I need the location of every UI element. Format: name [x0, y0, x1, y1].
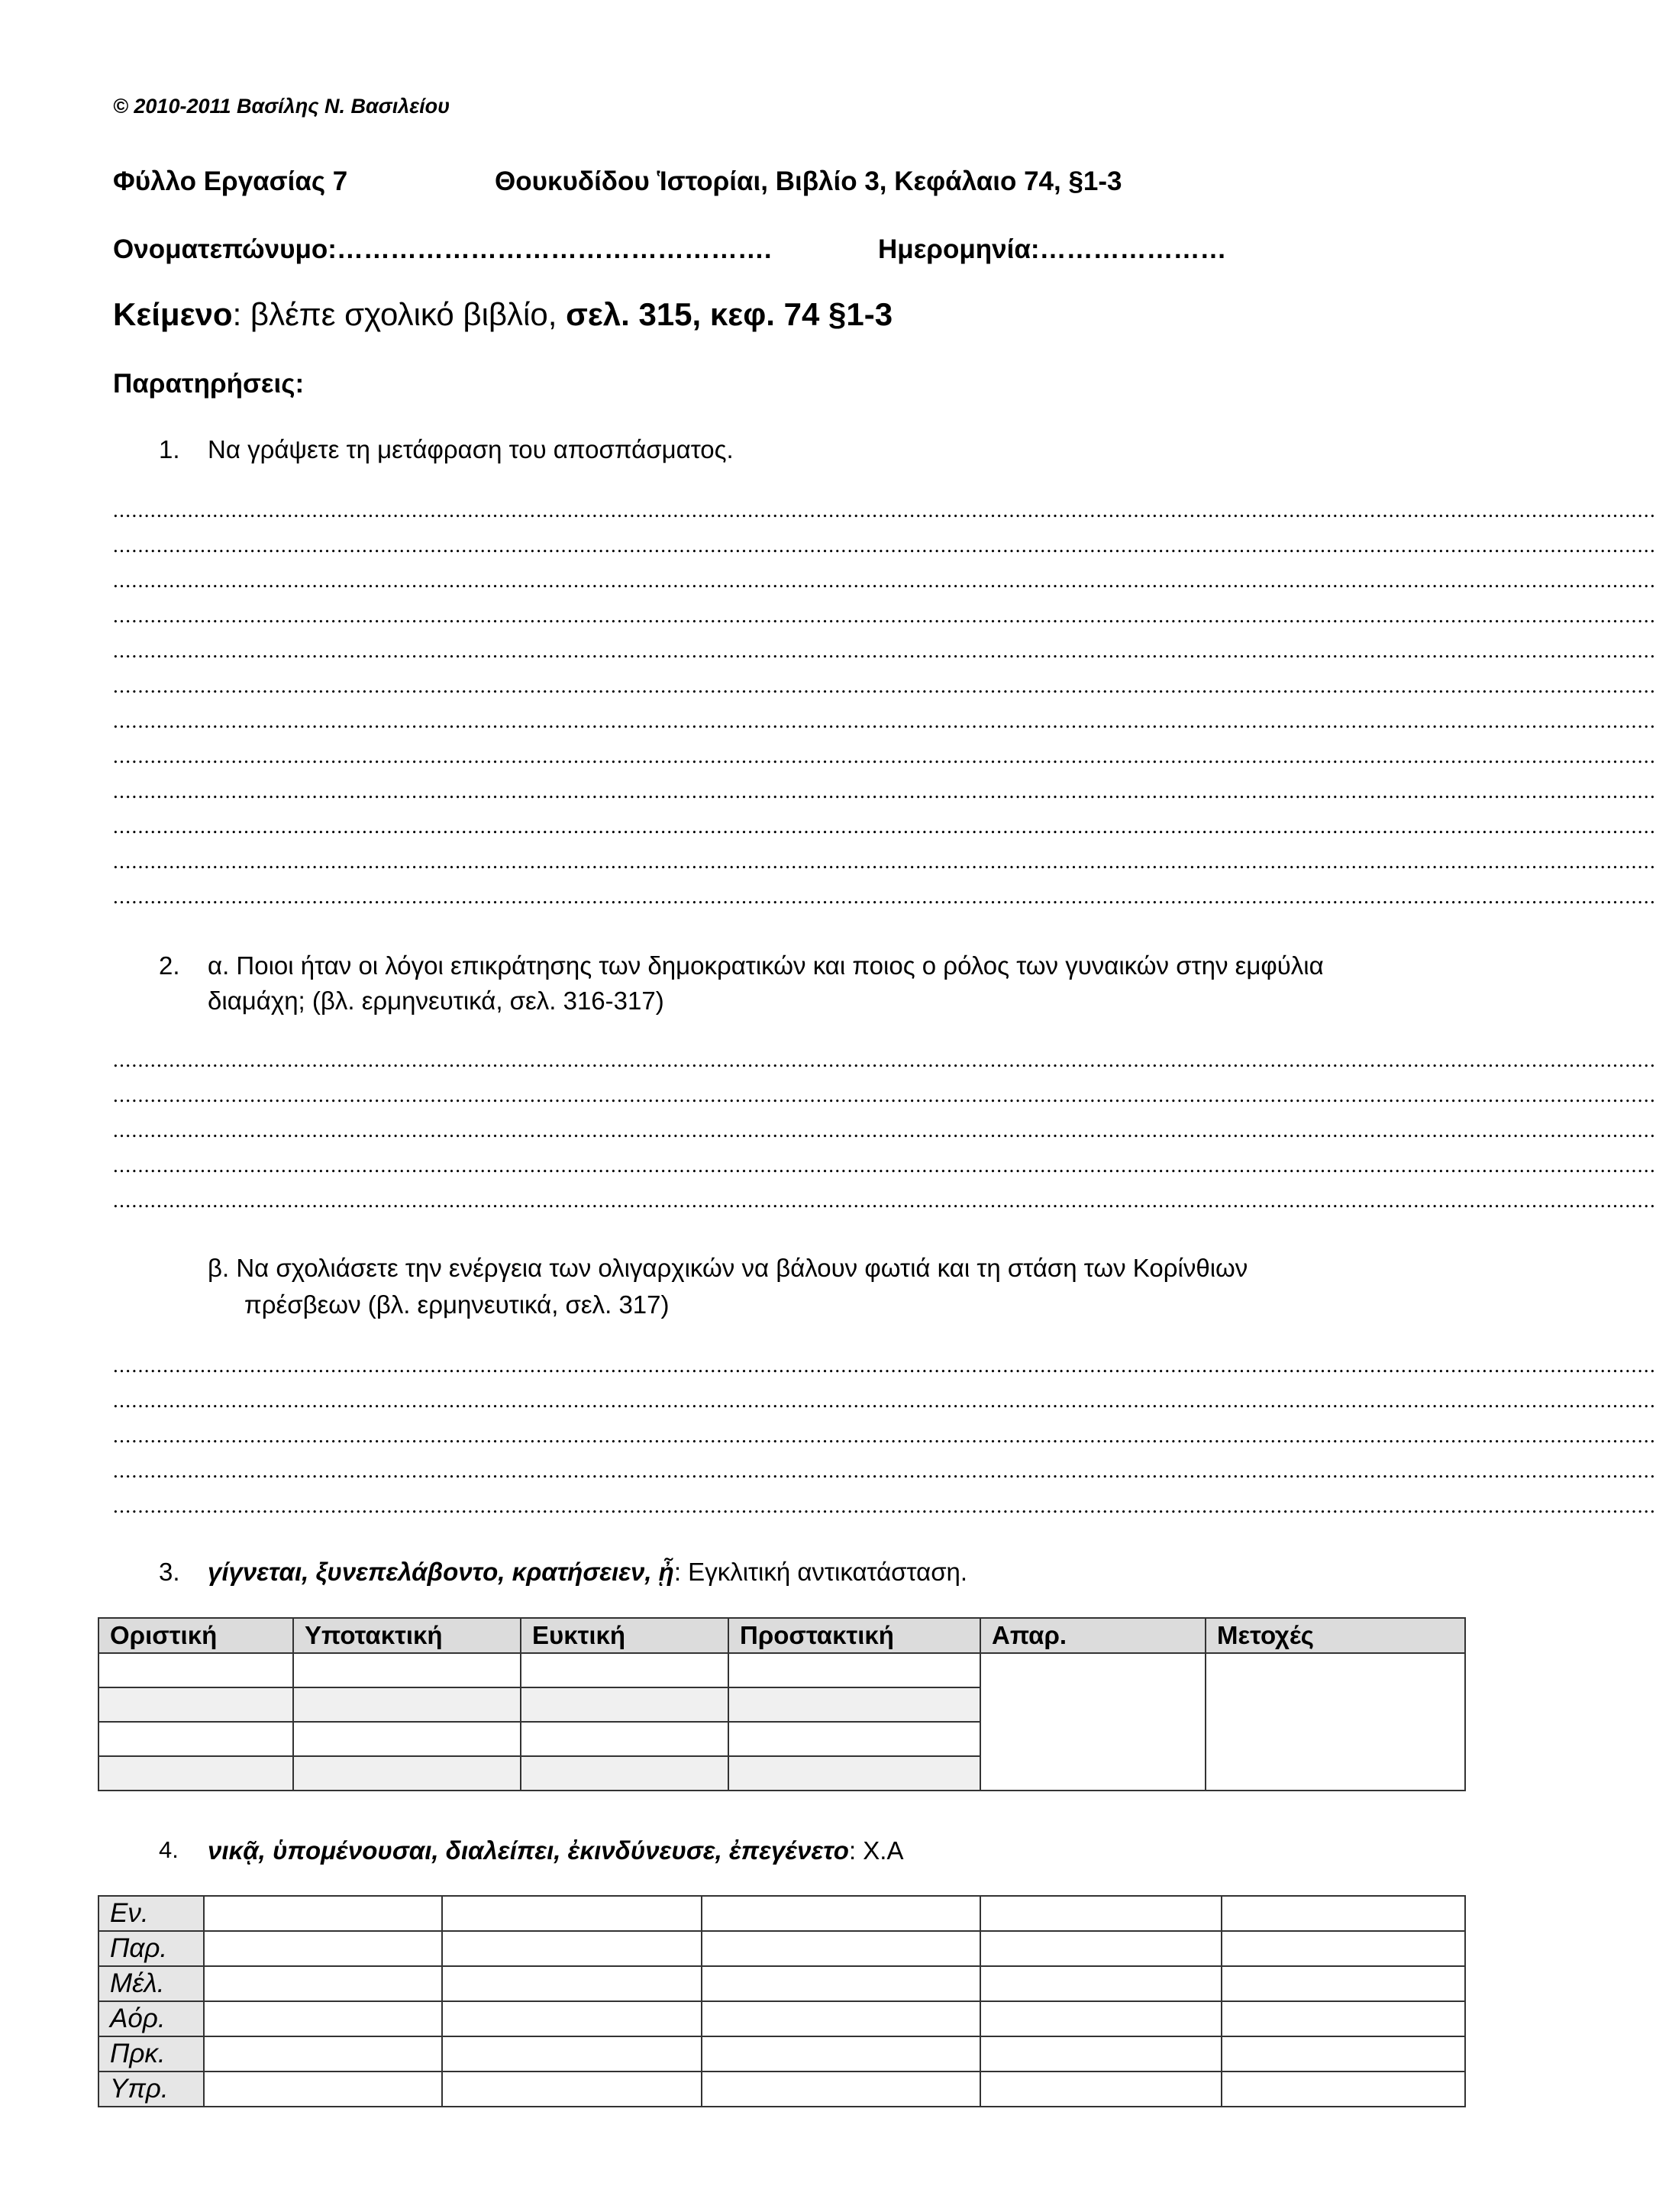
answer-cell[interactable]	[204, 1896, 442, 1931]
answer-cell[interactable]	[980, 1931, 1222, 1966]
answer-cell[interactable]	[293, 1687, 521, 1722]
answer-cell[interactable]	[1222, 1966, 1465, 2001]
answer-cell[interactable]	[442, 1931, 702, 1966]
dotted-answer-line[interactable]: ........................................................................................................................................................................................................................................................	[113, 499, 1656, 522]
answer-cell-metoxes[interactable]	[1206, 1653, 1465, 1791]
answer-cell[interactable]	[702, 1966, 980, 2001]
answer-cell[interactable]	[728, 1722, 980, 1756]
col-header-eyktiki: Ευκτική	[521, 1618, 728, 1653]
col-header-metoxes: Μετοχές	[1206, 1618, 1465, 1653]
dotted-answer-line[interactable]: ........................................................................................................................................................................................................................................................	[113, 780, 1656, 802]
answer-cell[interactable]	[980, 2072, 1222, 2107]
dotted-answer-line[interactable]: ........................................................................................................................................................................................................................................................	[113, 744, 1656, 767]
answer-cell[interactable]	[442, 2036, 702, 2072]
question-4-number: 4.	[159, 1836, 179, 1863]
question-3-text	[208, 1558, 967, 1587]
question-2b-line1: β. Να σχολιάσετε την ενέργεια των ολιγαρχικών να βάλουν φωτιά και τη στάση των Κορίνθιων	[208, 1254, 1248, 1282]
question-2-number: 2.	[159, 951, 180, 980]
answer-cell[interactable]	[204, 2036, 442, 2072]
table-row	[98, 2072, 1465, 2107]
dotted-answer-line[interactable]: ........................................................................................................................................................................................................................................................	[113, 569, 1656, 592]
answer-cell[interactable]	[702, 1896, 980, 1931]
answer-cell[interactable]	[702, 2001, 980, 2036]
answer-cell[interactable]	[442, 1966, 702, 2001]
dotted-answer-line[interactable]: ........................................................................................................................................................................................................................................................	[113, 1459, 1656, 1482]
dotted-answer-line[interactable]: ........................................................................................................................................................................................................................................................	[113, 1083, 1656, 1106]
tenses-table	[98, 1895, 1466, 2107]
answer-cell[interactable]	[293, 1653, 521, 1687]
answer-cell-apar[interactable]	[980, 1653, 1206, 1791]
question-1-number: 1.	[159, 435, 180, 463]
answer-cell[interactable]	[702, 1931, 980, 1966]
question-3-task: : Εγκλιτική αντικατάσταση.	[673, 1558, 968, 1586]
answer-cell[interactable]	[98, 1756, 293, 1791]
answer-cell[interactable]	[98, 1653, 293, 1687]
col-header-prostaktiki: Προστακτική	[728, 1618, 980, 1653]
text-page-ref: σελ. 315, κεφ. 74 §1-3	[566, 296, 893, 332]
question-4-task: : Χ.Α	[848, 1836, 904, 1865]
answer-cell[interactable]	[293, 1722, 521, 1756]
dotted-answer-line[interactable]: ........................................................................................................................................................................................................................................................	[113, 1494, 1656, 1517]
answer-cell[interactable]	[204, 2001, 442, 2036]
answer-cell[interactable]	[980, 1966, 1222, 2001]
answer-cell[interactable]	[1222, 2072, 1465, 2107]
answer-cell[interactable]	[702, 2036, 980, 2072]
dotted-answer-line[interactable]: ........................................................................................................................................................................................................................................................	[113, 1154, 1656, 1177]
answer-cell[interactable]	[1222, 1931, 1465, 1966]
question-1-text: Να γράψετε τη μετάφραση του αποσπάσματος.	[208, 435, 734, 463]
answer-cell[interactable]	[521, 1722, 728, 1756]
dotted-answer-line[interactable]: ........................................................................................................................................................................................................................................................	[113, 709, 1656, 732]
question-3-number: 3.	[159, 1558, 180, 1586]
row-label-ypr: Υπρ.	[98, 2072, 204, 2107]
table-row	[98, 1896, 1465, 1931]
question-2a-line2: διαμάχη; (βλ. ερμηνευτικά, σελ. 316-317)	[208, 987, 664, 1015]
answer-cell[interactable]	[442, 2072, 702, 2107]
row-label-aor: Αόρ.	[98, 2001, 204, 2036]
answer-cell[interactable]	[442, 2001, 702, 2036]
text-label: Κείμενο	[113, 296, 233, 332]
question-2b-line2: πρέσβεων (βλ. ερμηνευτικά, σελ. 317)	[244, 1290, 670, 1319]
answer-cell[interactable]	[204, 1931, 442, 1966]
answer-cell[interactable]	[521, 1653, 728, 1687]
row-label-en: Εν.	[98, 1896, 204, 1931]
dotted-answer-line[interactable]: ........................................................................................................................................................................................................................................................	[113, 674, 1656, 697]
answer-cell[interactable]	[98, 1687, 293, 1722]
answer-cell[interactable]	[980, 1896, 1222, 1931]
question-4-text	[208, 1836, 903, 1865]
answer-cell[interactable]	[1222, 2036, 1465, 2072]
notes-heading: Παρατηρήσεις:	[113, 369, 305, 399]
dotted-answer-line[interactable]: ........................................................................................................................................................................................................................................................	[113, 815, 1656, 838]
answer-cell[interactable]	[980, 2001, 1222, 2036]
dotted-answer-line[interactable]: ........................................................................................................................................................................................................................................................	[113, 604, 1656, 627]
table-row	[98, 2001, 1465, 2036]
dotted-answer-line[interactable]: ........................................................................................................................................................................................................................................................	[113, 1119, 1656, 1142]
dotted-answer-line[interactable]: ........................................................................................................................................................................................................................................................	[113, 850, 1656, 873]
date-field[interactable]: Ημερομηνία:…………………	[878, 234, 1227, 264]
row-label-prk: Πρκ.	[98, 2036, 204, 2072]
work-reference: Θουκυδίδου Ἱστορίαι, Βιβλίο 3, Κεφάλαιο 74, §1-3	[495, 166, 1122, 196]
dotted-answer-line[interactable]: ........................................................................................................................................................................................................................................................	[113, 639, 1656, 662]
answer-cell[interactable]	[702, 2072, 980, 2107]
dotted-answer-line[interactable]: ........................................................................................................................................................................................................................................................	[113, 1189, 1656, 1212]
answer-cell[interactable]	[521, 1687, 728, 1722]
name-field[interactable]: Ονοματεπώνυμο:………………………………………….	[113, 234, 772, 264]
row-label-par: Παρ.	[98, 1931, 204, 1966]
copyright-notice: © 2010-2011 Βασίλης Ν. Βασιλείου	[113, 95, 450, 118]
table-row	[98, 1966, 1465, 2001]
col-header-ypotaktiki: Υποτακτική	[293, 1618, 521, 1653]
answer-cell[interactable]	[1222, 1896, 1465, 1931]
dotted-answer-line[interactable]: ........................................................................................................................................................................................................................................................	[113, 1424, 1656, 1447]
answer-cell[interactable]	[293, 1756, 521, 1791]
dotted-answer-line[interactable]: ........................................................................................................................................................................................................................................................	[113, 885, 1656, 908]
col-header-apar: Απαρ.	[980, 1618, 1206, 1653]
row-label-mel: Μέλ.	[98, 1966, 204, 2001]
answer-cell[interactable]	[728, 1756, 980, 1791]
answer-cell[interactable]	[204, 2072, 442, 2107]
table-row	[98, 2036, 1465, 2072]
answer-cell[interactable]	[204, 1966, 442, 2001]
answer-cell[interactable]	[521, 1756, 728, 1791]
dotted-answer-line[interactable]: ........................................................................................................................................................................................................................................................	[113, 1048, 1656, 1071]
answer-cell[interactable]	[98, 1722, 293, 1756]
table-row	[98, 1931, 1465, 1966]
question-2a-line1: α. Ποιοι ήταν οι λόγοι επικράτησης των δημοκρατικών και ποιος ο ρόλος των γυναικών στην εμφύλια	[208, 951, 1324, 980]
answer-cell[interactable]	[442, 1896, 702, 1931]
dotted-answer-line[interactable]: ........................................................................................................................................................................................................................................................	[113, 1354, 1656, 1377]
text-middle: : βλέπε σχολικό βιβλίο,	[232, 296, 567, 332]
text-reference	[113, 296, 893, 333]
dotted-answer-line[interactable]: ........................................................................................................................................................................................................................................................	[113, 1389, 1656, 1412]
table-row	[98, 1653, 1465, 1687]
worksheet-number: Φύλλο Εργασίας 7	[113, 166, 348, 196]
answer-cell[interactable]	[980, 2036, 1222, 2072]
answer-cell[interactable]	[728, 1687, 980, 1722]
question-3-words: γίγνεται, ξυνεπελάβοντο, κρατήσειεν, ᾖ	[208, 1558, 674, 1586]
col-header-oristiki: Οριστική	[98, 1618, 293, 1653]
question-4-words: νικᾷ, ὑπομένουσαι, διαλείπει, ἐκινδύνευσε, ἐπεγένετο	[208, 1836, 849, 1865]
moods-table	[98, 1617, 1466, 1791]
answer-cell[interactable]	[1222, 2001, 1465, 2036]
dotted-answer-line[interactable]: ........................................................................................................................................................................................................................................................	[113, 534, 1656, 557]
answer-cell[interactable]	[728, 1653, 980, 1687]
